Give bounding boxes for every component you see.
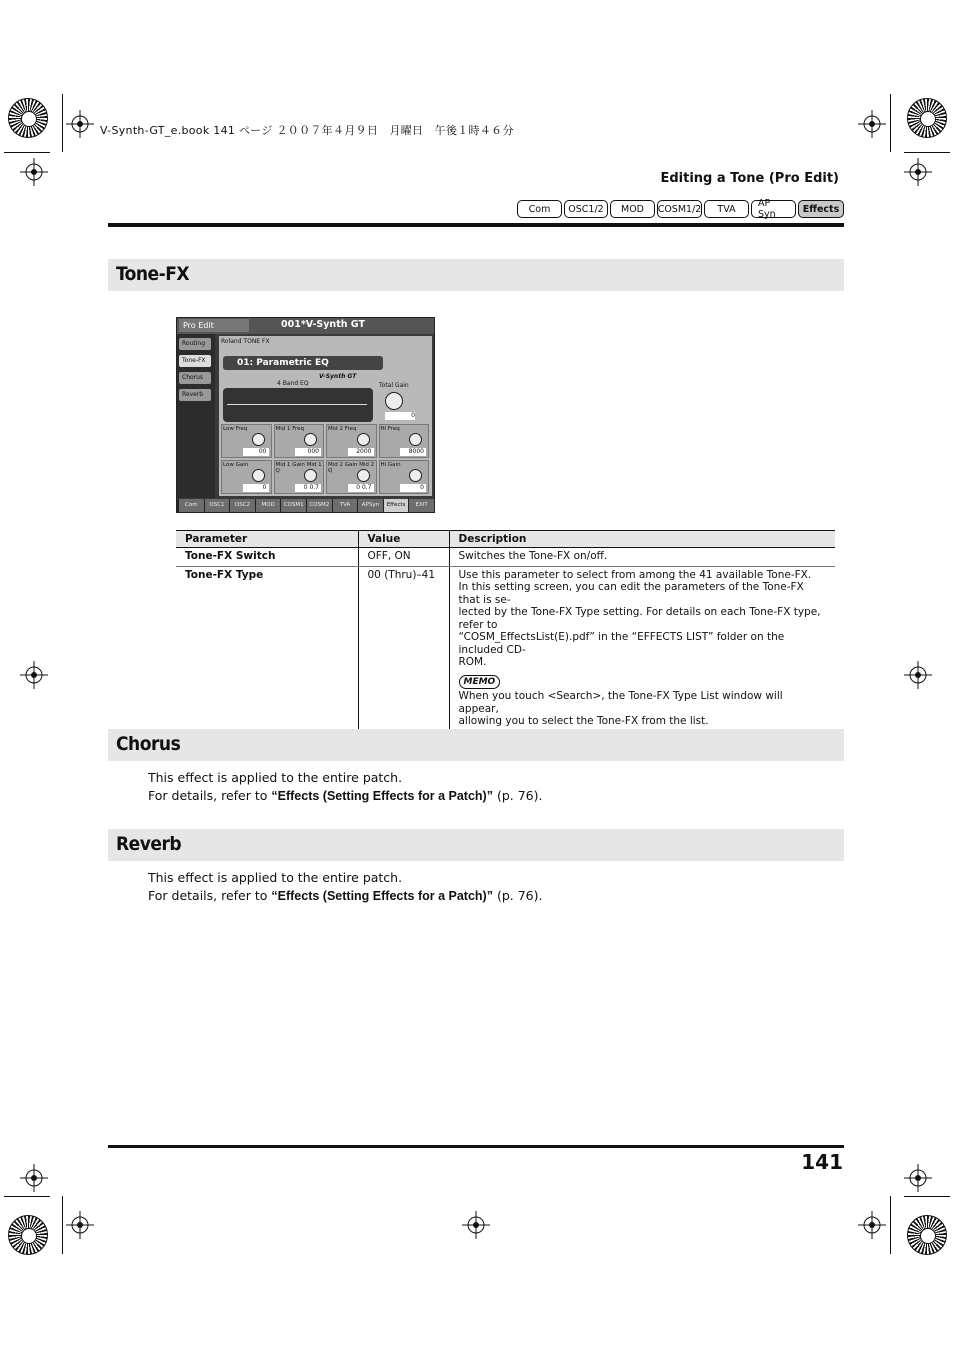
knob-icon (357, 469, 370, 482)
screen-main-panel (219, 336, 432, 496)
screen-total-gain-label: Total Gain (379, 382, 409, 389)
screen-tab: TVA (333, 499, 358, 512)
knob-value: 8000 (400, 448, 426, 456)
section-bar-chorus (108, 729, 844, 761)
knob-icon (409, 469, 422, 482)
chorus-line-2 (148, 787, 542, 805)
screen-knob-row-gain (221, 460, 429, 494)
knob-value: 0 0.7 (348, 484, 374, 492)
knob-value: 2000 (348, 448, 374, 456)
knob-label: Low Gain (223, 462, 249, 468)
screen-side-menu (177, 334, 215, 498)
screen-side-tonefx: Tone-FX (179, 355, 211, 367)
memo-line: allowing you to select the Tone-FX from the list. (458, 715, 709, 727)
chorus-ref-link: “Effects (Setting Effects for a Patch)” (271, 789, 493, 803)
desc-line: Use this parameter to select from among the 41 available Tone-FX. (458, 568, 812, 581)
crop-mark (4, 152, 50, 153)
section-title-chorus: Chorus (116, 733, 181, 755)
knob-icon (252, 469, 265, 482)
screen-knob-hi-freq (379, 424, 430, 458)
crop-mark (890, 1196, 891, 1254)
screen-eq-display (223, 388, 373, 422)
desc-line: “COSM_EffectsList(E).pdf” in the “EFFECTS LIST” folder on the included CD- (458, 631, 785, 656)
tab-osc: OSC1/2 (564, 200, 608, 218)
screen-tab: Com (179, 499, 204, 512)
header-rule (108, 223, 844, 227)
screen-logo: V-Synth GT (319, 373, 357, 380)
knob-label: Mid 2 Gain Mid 2 Q (328, 462, 375, 474)
knob-icon (252, 433, 265, 446)
screen-tab-exit: EXIT (409, 499, 434, 512)
knob-value: 0 (243, 484, 269, 492)
chorus-body (148, 769, 542, 805)
memo-icon: MEMO (459, 675, 501, 690)
screen-tab: COSM1 (281, 499, 306, 512)
knob-value: 0 (400, 484, 426, 492)
desc-line: lected by the Tone-FX Type setting. For details on each Tone-FX type, refer to (458, 606, 821, 631)
knob-value: 000 (295, 448, 321, 456)
screen-side-reverb: Reverb (179, 389, 211, 401)
knob-label: Mid 2 Freq (328, 426, 357, 432)
tab-cosm: COSM1/2 (657, 200, 702, 218)
chorus-ref-suffix: (p. 76). (492, 788, 543, 803)
section-tabs (517, 200, 844, 218)
crop-mark (890, 94, 891, 152)
table-cell-value: 00 (Thru)–41 (358, 566, 449, 732)
registration-crosshair (20, 661, 48, 689)
registration-crosshair (20, 158, 48, 186)
screen-header-small: Roland TONE FX (221, 338, 270, 345)
screen-knob-mid1-freq (274, 424, 325, 458)
screen-knob-row-freq (221, 424, 429, 458)
knob-label: Low Freq (223, 426, 248, 432)
reverb-ref-prefix: For details, refer to (148, 888, 272, 903)
reverb-ref-link: “Effects (Setting Effects for a Patch)” (271, 889, 493, 903)
screen-tab-effects: Effects (384, 499, 409, 512)
device-screenshot (176, 317, 435, 513)
knob-icon (409, 433, 422, 446)
table-header-parameter: Parameter (176, 531, 358, 548)
screen-knob-low-freq (221, 424, 272, 458)
screen-knob-hi-gain (379, 460, 430, 494)
crop-mark (904, 152, 950, 153)
section-bar-reverb (108, 829, 844, 861)
table-header-description: Description (449, 531, 835, 548)
tab-effects: Effects (798, 200, 844, 218)
tab-tva: TVA (704, 200, 749, 218)
page-number: 141 (801, 1150, 843, 1174)
reverb-body (148, 869, 542, 905)
registration-crosshair (904, 661, 932, 689)
memo-line: When you touch <Search>, the Tone-FX Type List window will appear, (458, 690, 783, 715)
screen-total-gain-value: 0 (385, 412, 415, 420)
table-cell-desc (449, 566, 835, 732)
section-bar-tonefx (108, 259, 844, 291)
screen-fx-name: 01: Parametric EQ (223, 356, 383, 370)
table-header-value: Value (358, 531, 449, 548)
registration-crosshair (66, 1211, 94, 1239)
knob-value: 00 (243, 448, 269, 456)
chorus-ref-prefix: For details, refer to (148, 788, 272, 803)
tab-com: Com (517, 200, 562, 218)
crop-mark (62, 94, 63, 152)
screen-knob-mid2-gain (326, 460, 377, 494)
reverb-ref-suffix: (p. 76). (492, 888, 543, 903)
desc-line: ROM. (458, 656, 487, 668)
screen-tab: COSM2 (307, 499, 332, 512)
print-file-info: V-Synth-GT_e.book 141 ページ ２００７年４月９日 月曜日 午後１時４６分 (100, 124, 514, 137)
screen-title-bar (177, 318, 434, 334)
knob-label: Hi Freq (380, 426, 400, 432)
registration-crosshair (20, 1164, 48, 1192)
running-head: Editing a Tone (Pro Edit) (660, 171, 839, 186)
screen-side-chorus: Chorus (179, 372, 211, 384)
knob-icon (304, 433, 317, 446)
section-title-tonefx: Tone-FX (116, 263, 190, 285)
screen-patch-name: 001*V-Synth GT (281, 319, 365, 330)
knob-icon (357, 433, 370, 446)
registration-rosette-bottom-right (907, 1215, 947, 1255)
screen-knob-low-gain (221, 460, 272, 494)
registration-rosette-bottom-left (8, 1215, 48, 1255)
crop-mark (62, 1196, 63, 1254)
screen-tab: OSC2 (230, 499, 255, 512)
registration-crosshair (858, 110, 886, 138)
knob-label: Mid 1 Freq (275, 426, 305, 432)
crop-mark (4, 1196, 50, 1197)
tab-mod: MOD (610, 200, 655, 218)
parameter-table (176, 530, 835, 733)
registration-crosshair (66, 110, 94, 138)
knob-label: Mid 1 Gain Mid 1 Q (275, 462, 322, 474)
tab-apsyn: AP Syn (751, 200, 796, 218)
screen-mode-label: Pro Edit (179, 319, 249, 332)
screen-side-routing: Routing (179, 338, 211, 350)
screen-tab: OSC1 (205, 499, 230, 512)
registration-crosshair (858, 1211, 886, 1239)
chorus-line-1: This effect is applied to the entire patch. (148, 770, 403, 785)
reverb-line-2 (148, 887, 542, 905)
registration-rosette-top-right (907, 98, 947, 138)
knob-label: Hi Gain (380, 462, 401, 468)
desc-line: In this setting screen, you can edit the parameters of the Tone-FX that is se- (458, 581, 804, 606)
screen-total-gain-knob (385, 392, 403, 410)
table-cell-param: Tone-FX Switch (176, 548, 358, 567)
screen-bottom-tabs (177, 499, 434, 512)
table-cell-param: Tone-FX Type (176, 566, 358, 732)
crop-mark (904, 1196, 950, 1197)
registration-crosshair (904, 1164, 932, 1192)
table-row (176, 548, 835, 567)
knob-icon (304, 469, 317, 482)
screen-band-label: 4 Band EQ (277, 380, 309, 387)
table-cell-desc: Switches the Tone-FX on/off. (449, 548, 835, 567)
table-row (176, 566, 835, 732)
registration-rosette-top-left (8, 98, 48, 138)
table-cell-value: OFF, ON (358, 548, 449, 567)
table-header-row (176, 531, 835, 548)
reverb-line-1: This effect is applied to the entire patch. (148, 870, 403, 885)
section-title-reverb: Reverb (116, 833, 182, 855)
registration-crosshair (462, 1211, 490, 1239)
screen-tab: APSyn (358, 499, 383, 512)
screen-tab: MOD (256, 499, 281, 512)
footer-rule (108, 1145, 844, 1148)
screen-knob-mid1-gain (274, 460, 325, 494)
screen-knob-mid2-freq (326, 424, 377, 458)
registration-crosshair (904, 158, 932, 186)
knob-value: 0 0.7 (295, 484, 321, 492)
